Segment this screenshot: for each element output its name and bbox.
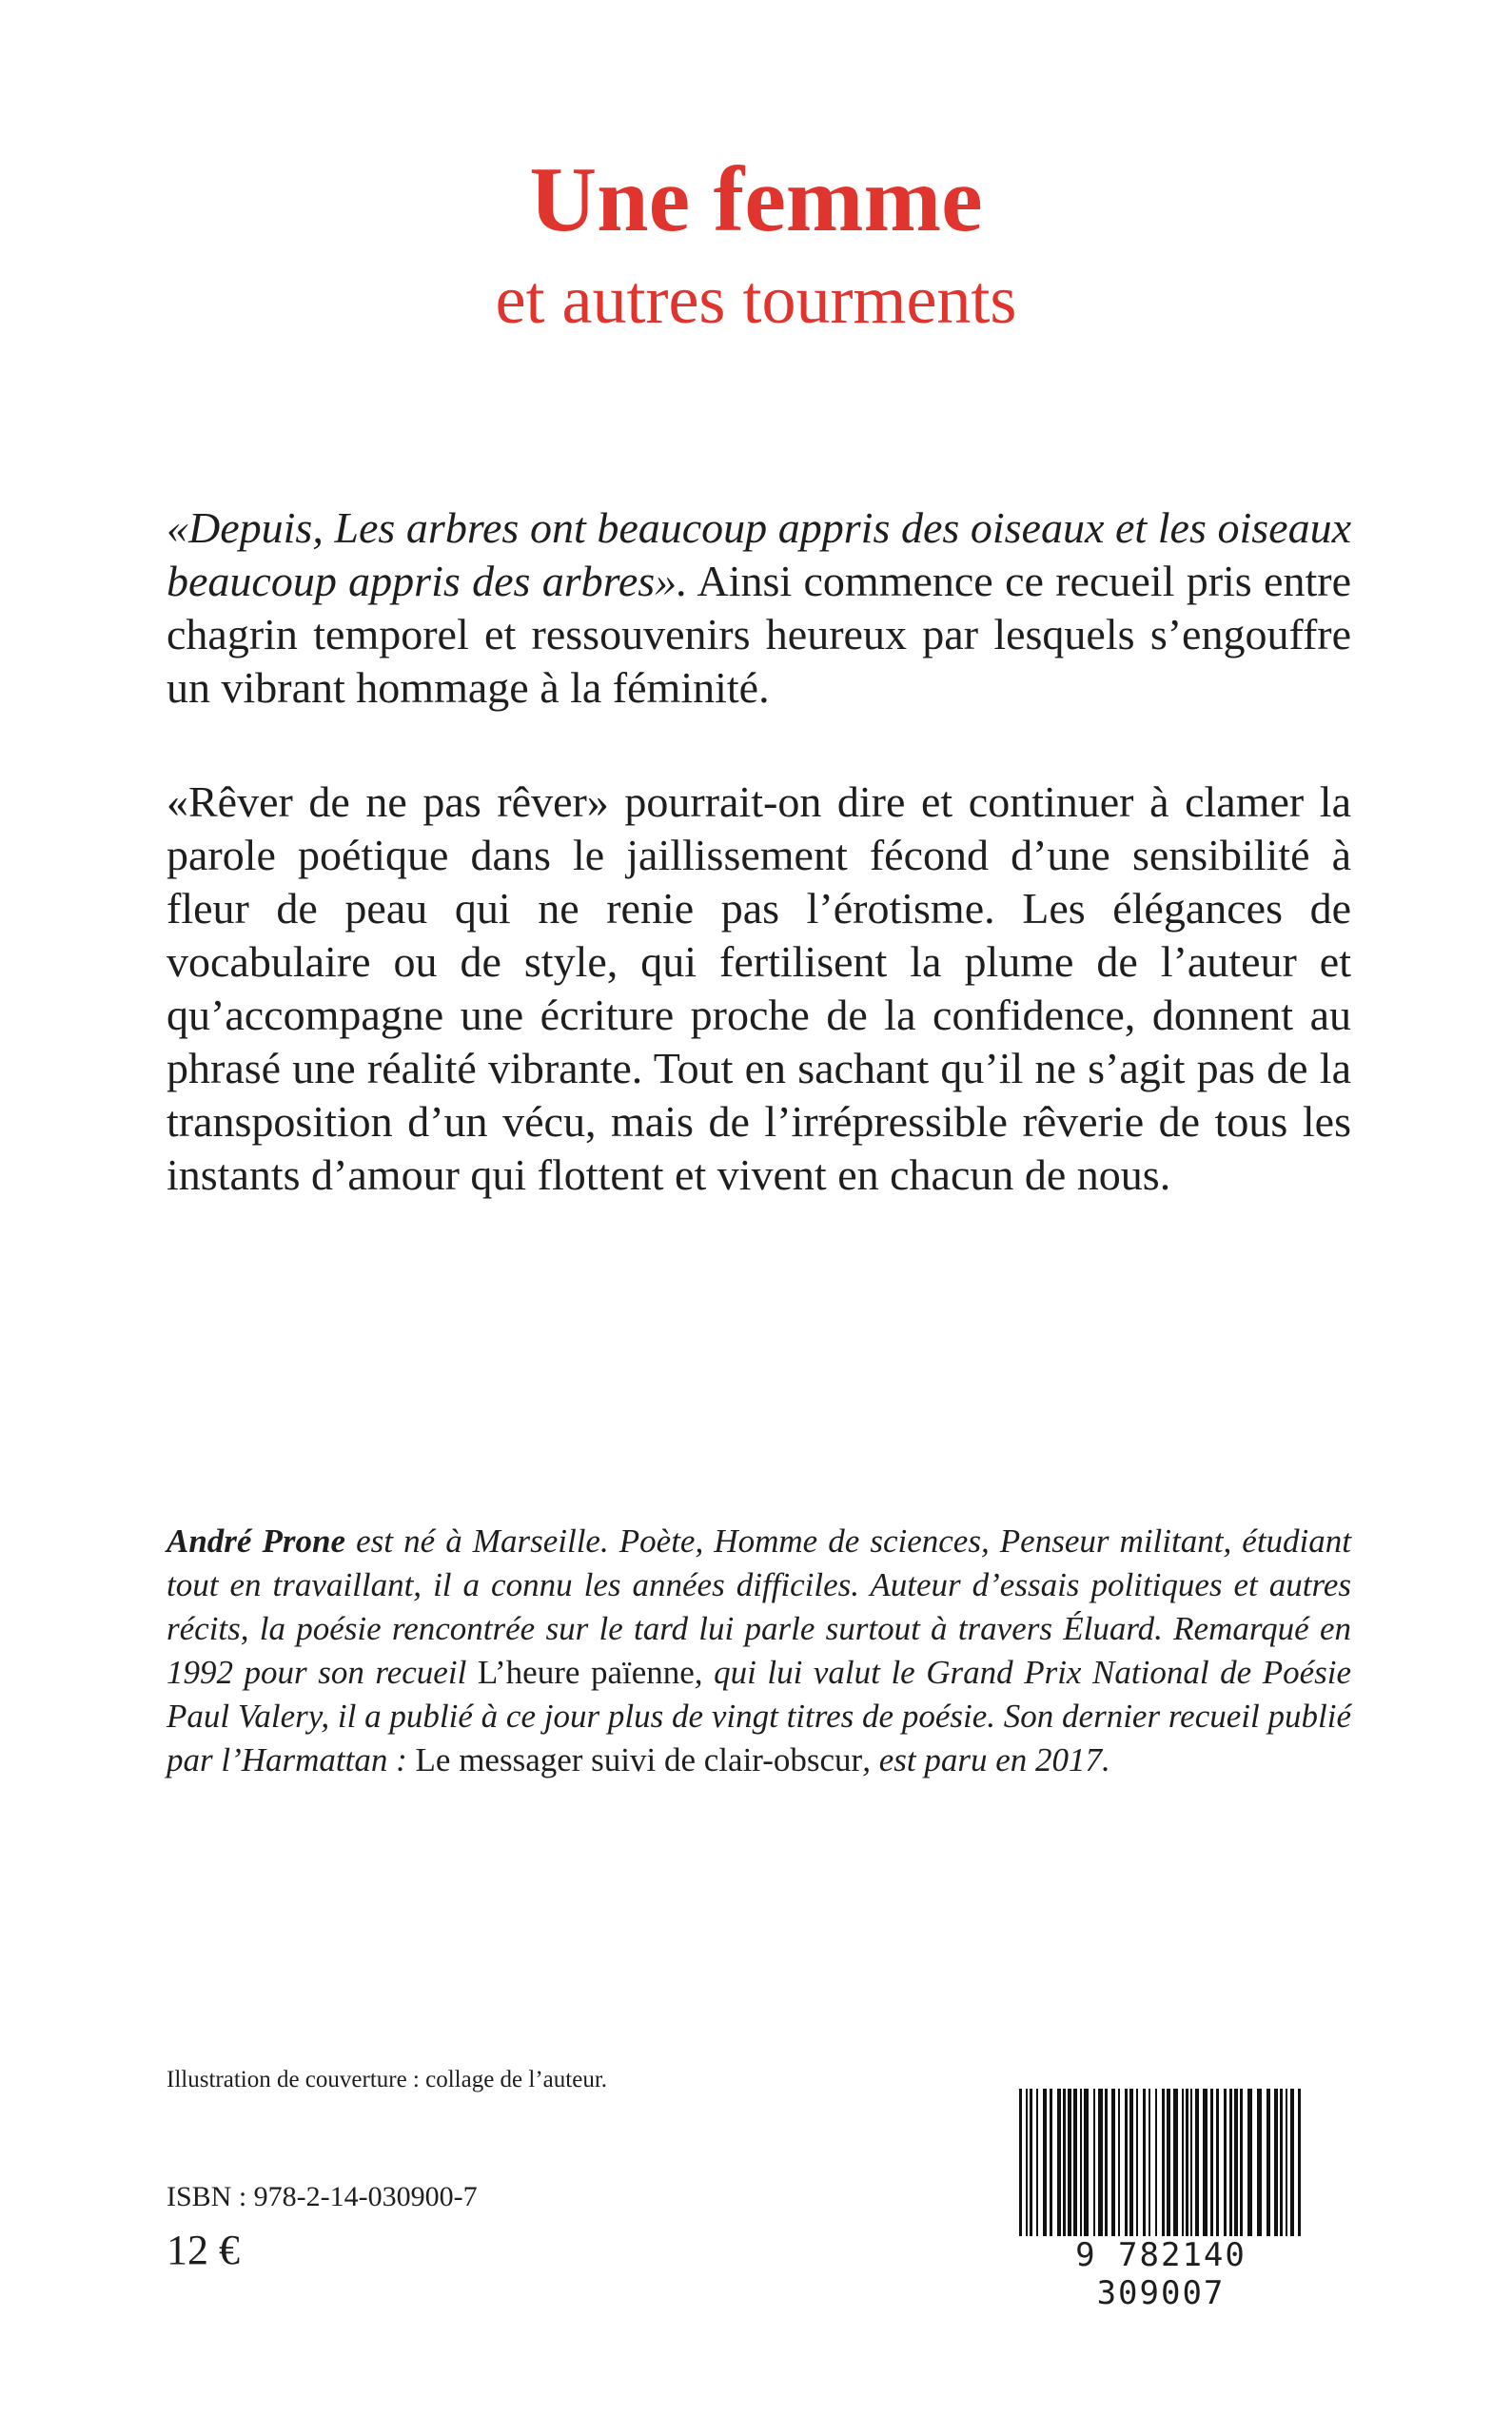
barcode-bar xyxy=(1290,2089,1294,2236)
barcode-bar xyxy=(1030,2089,1032,2236)
barcode-bar xyxy=(1063,2089,1066,2236)
barcode-bar xyxy=(1203,2089,1208,2236)
barcode-bar xyxy=(1247,2089,1252,2236)
barcode-bar xyxy=(1093,2089,1095,2236)
barcode-number: 9 782140 309007 xyxy=(1013,2236,1308,2312)
barcode-bar xyxy=(1155,2089,1157,2236)
barcode-bar xyxy=(1084,2089,1089,2236)
bio-book-title-1: L’heure païenne xyxy=(477,1654,695,1691)
barcode-bar xyxy=(1274,2089,1278,2236)
blurb-quote: «Depuis, Les arbres ont beaucoup appris des oiseaux et les oiseaux beaucoup appris des arbres». xyxy=(167,503,1351,605)
blurb-paragraph-2: «Rêver de ne pas rêver» pourrait-on dire et continuer à clamer la parole poétique dans le jaillissement fécond d’une sensibilité à fleur de peau qui ne renie pas l’érotisme. Les élégances de vocabulaire ou de style, qui fertilisent la plume de l’auteur et qu’accompagne une écriture proche de la confidence, donnent au phrasé une réalité vibrante. Tout en sachant qu’il ne s’agit pas de la transposition d’un vécu, mais de l’irrépressible rêverie de tous les instants d’amour qui flottent et vivent en chacun de nous. xyxy=(167,777,1351,1199)
barcode-bar xyxy=(1182,2089,1184,2236)
barcode-bar xyxy=(1234,2089,1238,2236)
bio-text-1: est né à Marseille. Poète, Homme de sciences, Penseur militant, étudiant tout en travaillant, il a connu les années difficiles. Auteur d’essais politiques et autres récits, la poésie rencontrée sur le tard lui parle surtout à travers Éluard. Remarqué en 1992 pour son recueil xyxy=(167,1522,1351,1691)
barcode-bar xyxy=(1136,2089,1138,2236)
barcode-bar xyxy=(1190,2089,1192,2236)
book-title: Une femme xyxy=(529,148,983,251)
blurb-text-1: Ainsi commence ce recueil pris entre chagrin temporel et ressouvenirs heureux par lesquels s’engouffre un vibrant hommage à la féminité. xyxy=(167,557,1351,712)
barcode-bar xyxy=(1105,2089,1108,2236)
barcode-bar xyxy=(1118,2089,1120,2236)
barcode-bar xyxy=(1073,2089,1077,2236)
barcode-bar xyxy=(1267,2089,1270,2236)
author-bio xyxy=(167,1520,1351,1782)
barcode-bar xyxy=(1162,2089,1165,2236)
barcode-bar xyxy=(1043,2089,1047,2236)
barcode-bar xyxy=(1173,2089,1178,2236)
barcode-bar xyxy=(1050,2089,1052,2236)
cover-credit: Illustration de couverture : collage de l’auteur. xyxy=(167,2067,608,2092)
blurb-paragraph-1 xyxy=(167,501,1351,715)
barcode-bar xyxy=(1229,2089,1232,2236)
barcode-bar xyxy=(1216,2089,1219,2236)
barcode-bar xyxy=(1186,2089,1188,2236)
barcode-bar xyxy=(1280,2089,1283,2236)
barcode-bar xyxy=(1210,2089,1213,2236)
author-name: André Prone xyxy=(167,1522,346,1560)
barcode-bar xyxy=(1240,2089,1243,2236)
barcode-bar xyxy=(1195,2089,1199,2236)
barcode-bar xyxy=(1167,2089,1170,2236)
barcode-bar xyxy=(1143,2089,1146,2236)
barcode-bar xyxy=(1129,2089,1133,2236)
barcode-bar xyxy=(1125,2089,1128,2236)
barcode-bar xyxy=(1080,2089,1082,2236)
bio-text-3: , est paru en 2017. xyxy=(862,1741,1110,1778)
price: 12 € xyxy=(167,2227,240,2273)
barcode-bar xyxy=(1224,2089,1227,2236)
barcode-bar xyxy=(1068,2089,1071,2236)
bio-book-title-2: Le messager suivi de clair-obscur xyxy=(415,1741,863,1778)
barcode-bar xyxy=(1149,2089,1150,2236)
barcode-bar xyxy=(1057,2089,1061,2236)
barcode-bar xyxy=(1111,2089,1115,2236)
barcode-bar xyxy=(1098,2089,1103,2236)
barcode-bar xyxy=(1286,2089,1287,2236)
isbn: ISBN : 978-2-14-030900-7 xyxy=(167,2181,478,2212)
bio-text-2: , qui lui valut le Grand Prix National de Poésie Paul Valery, il a publié à ce jour plus de vingt titres de poésie. Son dernier recueil publié par l’Harmattan : xyxy=(167,1654,1351,1778)
barcode-bar xyxy=(1036,2089,1038,2236)
book-subtitle: et autres tourments xyxy=(495,262,1017,338)
barcode-bar xyxy=(1257,2089,1262,2236)
